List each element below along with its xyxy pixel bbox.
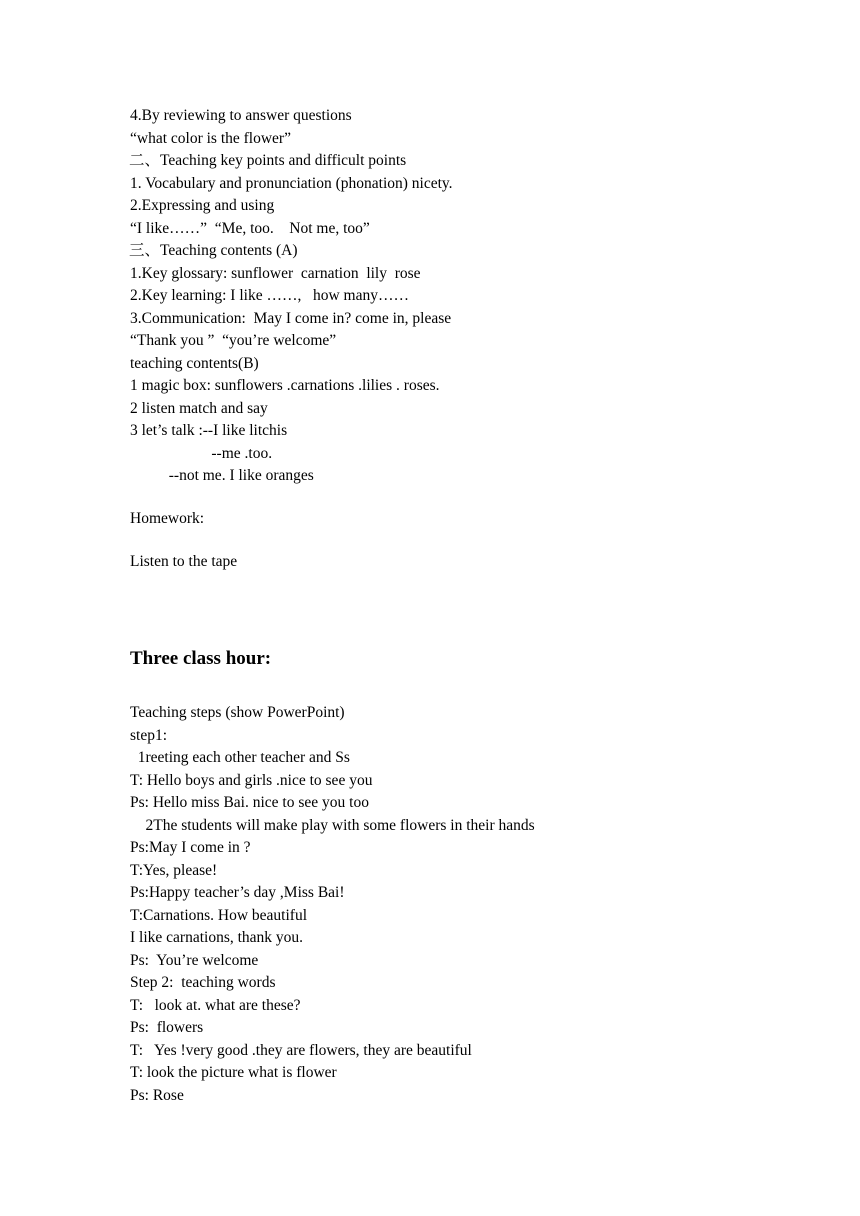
text-line: 三、Teaching contents (A) — [129, 242, 298, 259]
text-line: “I like……” “Me, too. Not me, too” — [130, 219, 370, 237]
text-line: Ps: Rose — [130, 1086, 184, 1104]
text-line: 2 listen match and say — [130, 399, 268, 417]
text-line: Ps: You’re welcome — [130, 951, 259, 969]
text-line: --me .too. — [130, 444, 273, 462]
text-line: 4.By reviewing to answer questions — [130, 107, 352, 124]
text-line: step1: — [130, 726, 168, 744]
text-line: teaching contents(B) — [130, 354, 259, 372]
text-line: 1.Key glossary: sunflower carnation lily rose — [130, 264, 421, 282]
text-line: Ps: Hello miss Bai. nice to see you too — [130, 794, 369, 811]
homework-label: Homework: — [130, 510, 205, 527]
text-line: “what color is the flower” — [130, 129, 291, 147]
text-line: T: look at. what are these? — [130, 996, 301, 1014]
section-title: Three class hour: — [130, 648, 272, 669]
text-line: T: Hello boys and girls .nice to see you — [130, 771, 373, 789]
text-line: 3 let’s talk :--I like litchis — [130, 422, 288, 439]
text-line: T: Yes !very good .they are flowers, they are beautiful — [130, 1041, 472, 1059]
text-line: Ps:May I come in ? — [130, 839, 251, 856]
text-line: Ps:Happy teacher’s day ,Miss Bai! — [130, 884, 345, 901]
text-line: “Thank you ” “you’re welcome” — [130, 332, 337, 349]
text-line: 2.Expressing and using — [130, 197, 275, 214]
text-line: --not me. I like oranges — [130, 467, 314, 484]
homework-section — [130, 508, 810, 531]
text-line: 1 magic box: sunflowers .carnations .lilies . roses. — [130, 377, 440, 394]
text-line: 1. Vocabulary and pronunciation (phonation) nicety. — [130, 174, 453, 192]
homework-content — [130, 551, 810, 574]
homework-text: Listen to the tape — [130, 553, 238, 570]
text-line: I like carnations, thank you. — [130, 929, 304, 946]
text-line: T:Carnations. How beautiful — [130, 906, 308, 924]
text-line: 1reeting each other teacher and Ss — [130, 749, 350, 766]
lesson-plan-section-b — [130, 702, 810, 1107]
text-line: 2.Key learning: I like ……, how many…… — [130, 287, 409, 304]
text-line: T: look the picture what is flower — [130, 1064, 337, 1081]
text-line: 3.Communication: May I come in? come in, please — [130, 309, 452, 327]
lesson-plan-section-a — [130, 105, 810, 488]
text-line: Ps: flowers — [130, 1019, 204, 1036]
text-line: 2The students will make play with some flowers in their hands — [130, 816, 535, 834]
text-line: T:Yes, please! — [130, 861, 218, 879]
text-line: 二、Teaching key points and difficult points — [129, 152, 407, 169]
text-line: Teaching steps (show PowerPoint) — [130, 704, 345, 721]
section-heading — [130, 646, 810, 672]
text-line: Step 2: teaching words — [130, 974, 276, 991]
